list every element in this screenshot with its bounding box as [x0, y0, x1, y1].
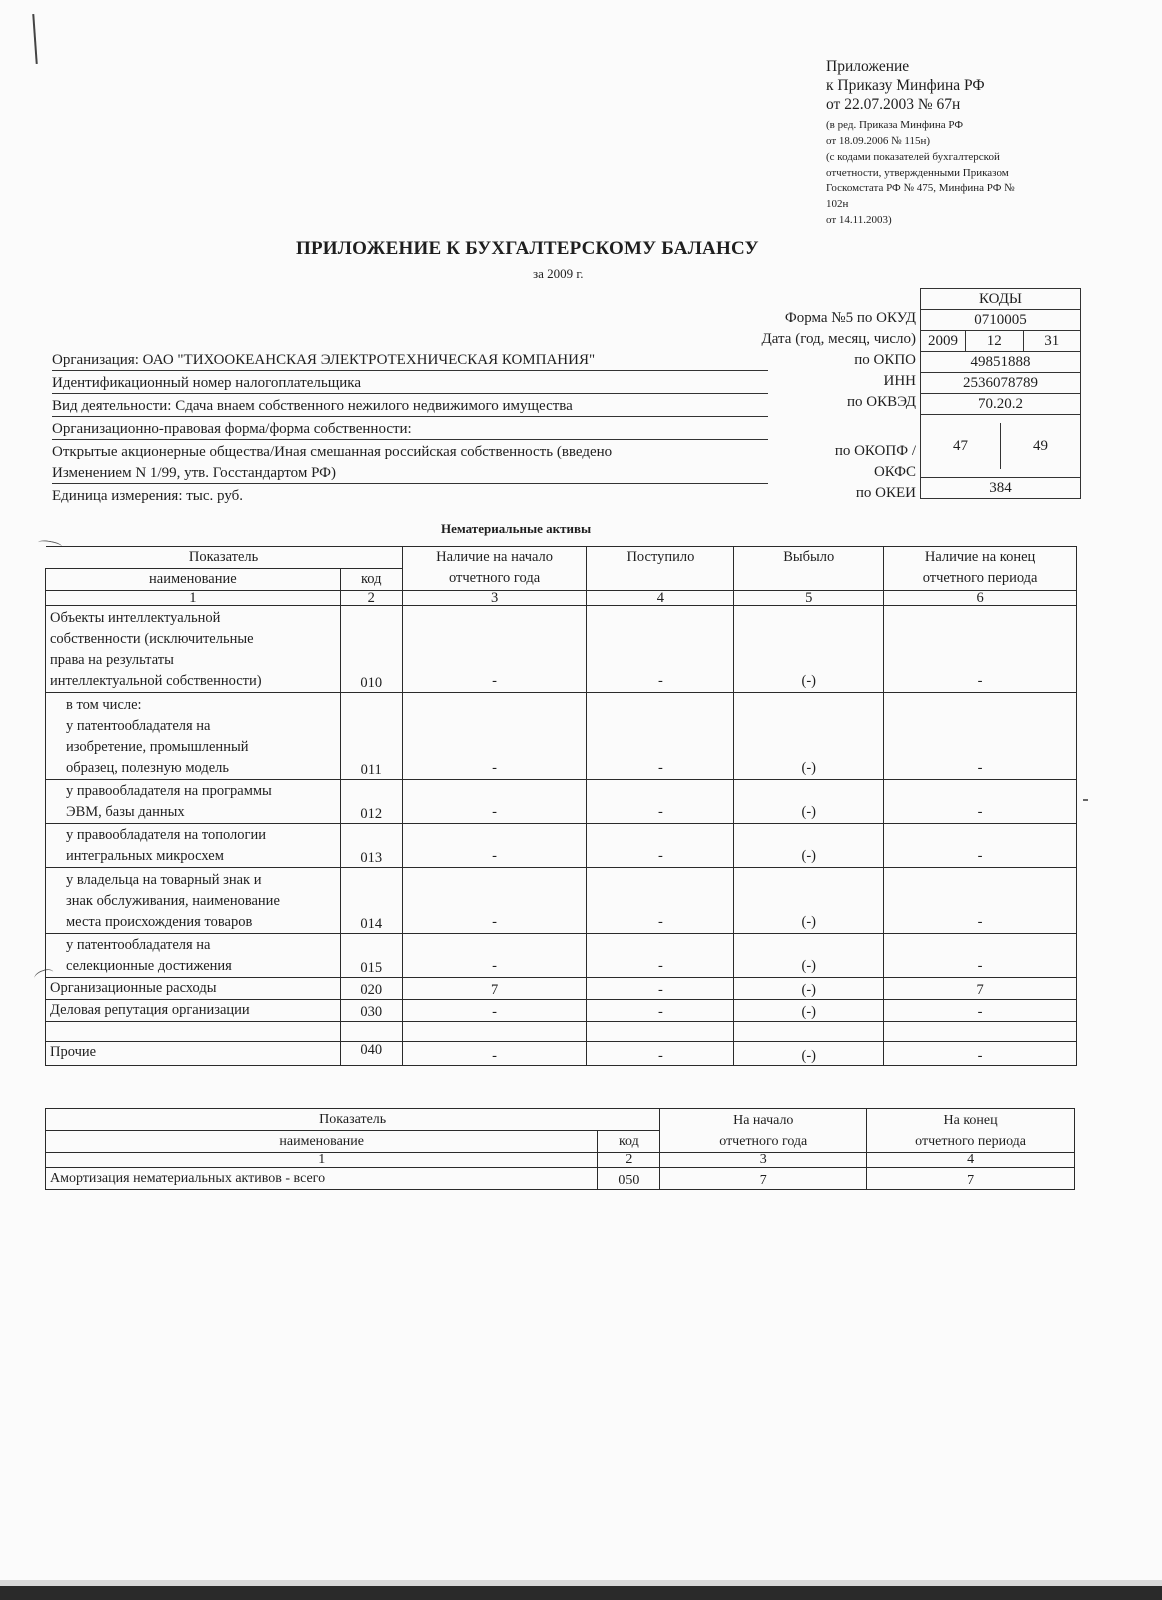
row-name: Объекты интеллектуальной собственности (исключительные права на результаты интеллектуальной собственности) — [46, 606, 341, 693]
table-row — [46, 934, 1077, 978]
row-disposed: (-) — [734, 606, 884, 693]
table-row-empty — [46, 1022, 1077, 1042]
row-code: 015 — [340, 934, 402, 978]
page-subtitle: за 2009 г. — [533, 266, 584, 281]
approval-note — [826, 58, 1076, 229]
row-disposed: (-) — [734, 978, 884, 1000]
header-start: На начало отчетного года — [660, 1109, 867, 1153]
legal-form-label: Организационно-правовая форма/форма собственности: — [52, 421, 768, 440]
row-start: - — [402, 934, 587, 978]
row-received: - — [587, 868, 734, 934]
table-row — [46, 693, 1077, 780]
okud-label: Форма №5 по ОКУД — [784, 310, 916, 326]
activity-type: Вид деятельности: Сдача внаем собственного нежилого недвижимого имущества — [52, 398, 768, 417]
table-header-row — [46, 547, 1077, 569]
row-received: - — [587, 1000, 734, 1022]
row-disposed: (-) — [734, 780, 884, 824]
approval-line: от 14.11.2003) — [826, 214, 892, 227]
row-code: 012 — [340, 780, 402, 824]
scan-edge — [0, 1586, 1162, 1600]
row-disposed: (-) — [734, 824, 884, 868]
table-row — [46, 606, 1077, 693]
table-row — [46, 1000, 1077, 1022]
row-disposed: (-) — [734, 1000, 884, 1022]
approval-line: к Приказу Минфина РФ — [826, 76, 985, 94]
row-received: - — [587, 693, 734, 780]
row-start — [402, 1022, 587, 1042]
row-start: - — [402, 1042, 587, 1066]
row-disposed: (-) — [734, 1042, 884, 1066]
row-end: - — [884, 824, 1077, 868]
row-code: 040 — [340, 1042, 402, 1066]
row-code — [340, 1022, 402, 1042]
table-row — [46, 780, 1077, 824]
row-received: - — [587, 978, 734, 1000]
okved-value: 70.20.2 — [921, 393, 1080, 414]
row-name: у владельца на товарный знак и знак обслуживания, наименование места происхождения товаров — [46, 868, 341, 934]
scan-speck — [1083, 799, 1088, 801]
row-end: - — [884, 693, 1077, 780]
approval-line: (в ред. Приказа Минфина РФ — [826, 118, 964, 131]
table-header-row — [46, 1109, 1075, 1131]
scan-mark — [32, 14, 37, 64]
row-start: 7 — [660, 1168, 867, 1190]
row-start: - — [402, 606, 587, 693]
amortization-table — [45, 1108, 1075, 1190]
inn-value: 2536078789 — [921, 372, 1080, 393]
row-start: - — [402, 868, 587, 934]
row-name: Амортизация нематериальных активов - всего — [46, 1168, 598, 1190]
row-code: 013 — [340, 824, 402, 868]
row-end: - — [884, 934, 1077, 978]
taxpayer-id-label: Идентификационный номер налогоплательщика — [52, 375, 768, 394]
row-name: Прочие — [46, 1042, 341, 1066]
table-row — [46, 1042, 1077, 1066]
header-end: Наличие на конец отчетного периода — [884, 547, 1077, 591]
header-name: наименование — [46, 569, 341, 591]
column-number-row: 1 2 3 4 5 6 — [46, 591, 1077, 606]
row-end: - — [884, 868, 1077, 934]
row-code: 020 — [340, 978, 402, 1000]
okfs-label: ОКФС — [873, 464, 916, 480]
row-disposed — [734, 1022, 884, 1042]
inn-label: ИНН — [883, 373, 916, 389]
approval-line: Госкомстата РФ № 475, Минфина РФ № — [826, 182, 1015, 195]
row-end: - — [884, 1042, 1077, 1066]
approval-line: отчетности, утвержденными Приказом — [826, 166, 1009, 179]
row-end — [884, 1022, 1077, 1042]
okei-label: по ОКЕИ — [855, 485, 916, 501]
okopf-okfs-value — [921, 414, 1080, 477]
approval-line: 102н — [826, 198, 849, 211]
row-received: - — [587, 780, 734, 824]
row-code: 011 — [340, 693, 402, 780]
date-value — [921, 330, 1080, 351]
header-code: код — [340, 569, 402, 591]
row-name: у патентообладателя на селекционные достижения — [46, 934, 341, 978]
row-end: - — [884, 606, 1077, 693]
row-name: у правообладателя на программы ЭВМ, базы данных — [46, 780, 341, 824]
row-code: 014 — [340, 868, 402, 934]
intangibles-table — [45, 546, 1077, 1066]
row-start: - — [402, 1000, 587, 1022]
row-disposed: (-) — [734, 693, 884, 780]
okved-label: по ОКВЭД — [847, 394, 916, 410]
row-name: у правообладателя на топологии интегральных микросхем — [46, 824, 341, 868]
header-indicator: Показатель — [46, 547, 403, 569]
header-end: На конец отчетного периода — [867, 1109, 1075, 1153]
page-title: ПРИЛОЖЕНИЕ К БУХГАЛТЕРСКОМУ БАЛАНСУ — [296, 238, 759, 259]
row-received: - — [587, 1042, 734, 1066]
okud-value: 0710005 — [921, 309, 1080, 330]
okpo-value: 49851888 — [921, 351, 1080, 372]
legal-form-line-2: Изменением N 1/99, утв. Госстандартом РФ) — [52, 465, 768, 484]
approval-line: Приложение — [826, 58, 910, 75]
header-received: Поступило — [587, 547, 734, 591]
header-start: Наличие на начало отчетного года — [402, 547, 587, 591]
row-code: 030 — [340, 1000, 402, 1022]
header-indicator: Показатель — [46, 1109, 660, 1131]
okfs-value: 49 — [1000, 423, 1080, 469]
row-received: - — [587, 606, 734, 693]
row-end: 7 — [867, 1168, 1075, 1190]
row-start: - — [402, 693, 587, 780]
table-row — [46, 1168, 1075, 1190]
legal-form-line-1: Открытые акционерные общества/Иная смешанная российская собственность (введено — [52, 444, 613, 460]
row-code: 050 — [598, 1168, 660, 1190]
okpo-label: по ОКПО — [854, 352, 916, 368]
okopf-value: 47 — [953, 438, 968, 454]
okopf-label: по ОКОПФ / — [834, 443, 916, 459]
row-received: - — [587, 934, 734, 978]
approval-line: от 22.07.2003 № 67н — [826, 95, 961, 113]
organization-name: Организация: ОАО "ТИХООКЕАНСКАЯ ЭЛЕКТРОТЕХНИЧЕСКАЯ КОМПАНИЯ" — [52, 352, 768, 371]
header-name: наименование — [46, 1131, 598, 1153]
header-code: код — [598, 1131, 660, 1153]
table-row — [46, 978, 1077, 1000]
row-received: - — [587, 824, 734, 868]
date-month: 12 — [965, 331, 1023, 351]
okei-value: 384 — [921, 477, 1080, 498]
row-name: в том числе: у патентообладателя на изобретение, промышленный образец, полезную модель — [46, 693, 341, 780]
column-number-row: 1 2 3 4 — [46, 1153, 1075, 1168]
row-disposed: (-) — [734, 934, 884, 978]
unit-of-measure: Единица измерения: тыс. руб. — [52, 488, 244, 504]
date-year: 2009 — [928, 333, 958, 349]
section-title: Нематериальные активы — [441, 521, 592, 536]
row-name: Организационные расходы — [46, 978, 341, 1000]
row-name — [46, 1022, 341, 1042]
header-disposed: Выбыло — [734, 547, 884, 591]
table-row — [46, 868, 1077, 934]
codes-box — [920, 288, 1081, 499]
approval-line: от 18.09.2006 № 115н) — [826, 134, 931, 147]
date-label: Дата (год, месяц, число) — [761, 331, 916, 347]
codes-header: КОДЫ — [978, 291, 1023, 307]
row-start: - — [402, 780, 587, 824]
row-code: 010 — [340, 606, 402, 693]
row-end: - — [884, 1000, 1077, 1022]
row-disposed: (-) — [734, 868, 884, 934]
row-received — [587, 1022, 734, 1042]
row-end: 7 — [884, 978, 1077, 1000]
date-day: 31 — [1023, 331, 1081, 351]
row-start: - — [402, 824, 587, 868]
approval-line: (с кодами показателей бухгалтерской — [826, 150, 1000, 163]
row-name: Деловая репутация организации — [46, 1000, 341, 1022]
row-start: 7 — [402, 978, 587, 1000]
row-end: - — [884, 780, 1077, 824]
table-row — [46, 824, 1077, 868]
